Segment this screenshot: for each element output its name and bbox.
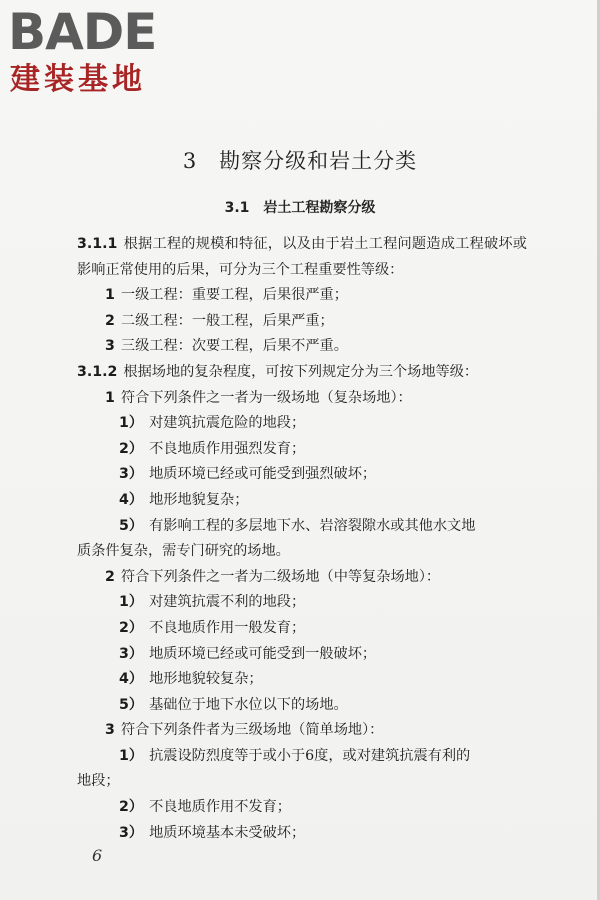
list-item — [77, 718, 527, 744]
item-text: 符合下列条件之一者为二级场地（中等复杂场地）： — [120, 568, 441, 585]
list-item — [77, 462, 527, 488]
item-text: 地质环境基本未受破坏； — [149, 824, 306, 841]
list-item — [77, 437, 527, 463]
item-number: 5） — [119, 517, 144, 534]
item-text: 一级工程：重要工程，后果很严重； — [120, 287, 348, 304]
list-item — [77, 334, 527, 360]
item-number: 2） — [119, 440, 144, 457]
list-item — [77, 642, 527, 668]
list-item — [77, 309, 527, 335]
item-text: 对建筑抗震不利的地段； — [149, 594, 306, 611]
item-number: 3.1.2 — [77, 363, 118, 380]
continuation-line — [77, 769, 527, 795]
item-number: 1 — [105, 287, 115, 304]
list-item — [77, 693, 527, 719]
item-text: 质条件复杂，需专门研究的场地。 — [77, 543, 290, 560]
item-number: 2 — [105, 568, 115, 585]
item-text: 根据场地的复杂程度，可按下列规定分为三个场地等级： — [123, 363, 479, 380]
item-text: 不良地质作用强烈发育； — [149, 440, 306, 457]
item-text: 不良地质作用不发育； — [149, 799, 291, 816]
item-number: 2） — [119, 619, 144, 636]
list-item — [77, 821, 527, 847]
item-number: 2 — [105, 312, 115, 329]
list-item — [77, 795, 527, 821]
item-number: 4） — [119, 671, 144, 688]
list-item — [77, 386, 527, 412]
list-item — [77, 565, 527, 591]
item-number: 3） — [119, 824, 144, 841]
item-text: 对建筑抗震危险的地段； — [149, 415, 306, 432]
item-number: 3.1.1 — [77, 236, 118, 252]
item-number: 1） — [119, 594, 144, 611]
item-text: 不良地质作用一般发育； — [149, 619, 306, 636]
item-number: 3 — [105, 722, 115, 739]
item-number: 5） — [119, 696, 144, 713]
list-item — [77, 283, 527, 309]
list-item — [77, 744, 527, 770]
body-text — [77, 232, 527, 846]
item-text: 符合下列条件者为三级场地（简单场地）： — [120, 722, 384, 739]
item-number: 4） — [119, 491, 144, 508]
bade-logo — [8, 4, 178, 104]
continuation-line — [77, 539, 527, 565]
item-text: 符合下列条件之一者为一级场地（复杂场地）： — [120, 389, 412, 406]
item-number: 1） — [119, 747, 144, 764]
list-item — [77, 667, 527, 693]
chapter-title: 3 勘察分级和岩土分类 — [182, 149, 418, 173]
item-number: 3） — [119, 645, 144, 662]
page-number: 6 — [92, 846, 103, 865]
clause-paragraph — [77, 360, 527, 386]
item-text: 三级工程：次要工程，后果不严重。 — [120, 338, 348, 355]
item-number: 2） — [119, 799, 144, 816]
list-item — [77, 411, 527, 437]
item-text: 基础位于地下水位以下的场地。 — [149, 696, 348, 713]
logo-wordmark: BADE — [8, 3, 157, 61]
list-item — [77, 514, 527, 540]
item-text: 有影响工程的多层地下水、岩溶裂隙水或其他水文地 — [149, 517, 476, 534]
item-text: 地段； — [77, 773, 120, 790]
logo-subtitle: 建装基地 — [10, 62, 146, 97]
item-number: 1） — [119, 415, 144, 432]
item-text: 抗震设防烈度等于或小于6度，或对建筑抗震有利的 — [149, 747, 471, 764]
item-text: 地质环境已经或可能受到强烈破坏； — [149, 466, 377, 483]
item-text: 地形地貌复杂； — [149, 491, 249, 508]
item-number: 1 — [105, 389, 115, 406]
section-title: 3.1 岩土工程勘察分级 — [224, 200, 376, 216]
item-number: 3 — [105, 338, 115, 355]
item-text: 根据工程的规模和特征，以及由于岩土工程问题造成工程破坏或影响正常使用的后果，可分为三个工程重要性等级： — [77, 236, 527, 278]
item-text: 地质环境已经或可能受到一般破坏； — [149, 645, 377, 662]
item-number: 3） — [119, 466, 144, 483]
list-item — [77, 488, 527, 514]
item-text: 地形地貌较复杂； — [149, 671, 263, 688]
item-text: 二级工程：一般工程，后果严重； — [120, 312, 334, 329]
clause-paragraph — [77, 232, 527, 283]
list-item — [77, 616, 527, 642]
list-item — [77, 590, 527, 616]
